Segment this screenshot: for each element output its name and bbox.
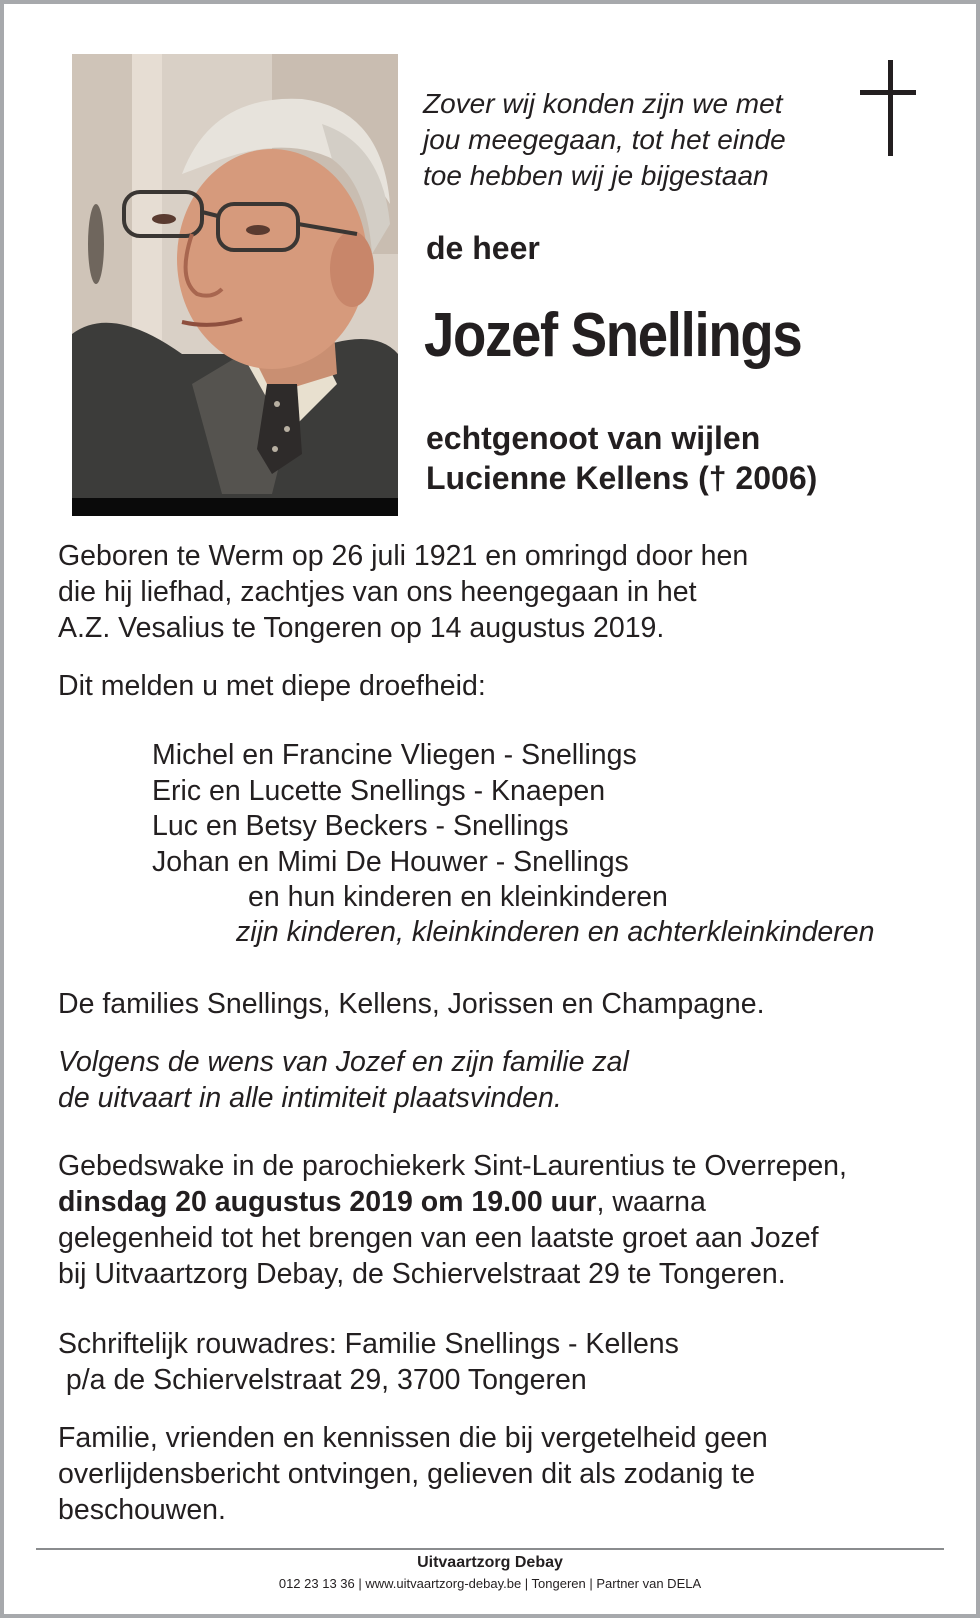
paragraph-line: bij Uitvaartzorg Debay, de Schiervelstraat 29 te Tongeren. [58, 1258, 786, 1290]
descendants-line: zijn kinderen, kleinkinderen en achterkleinkinderen [236, 916, 875, 948]
notice-paragraph [58, 1420, 768, 1528]
grandchildren-line: en hun kinderen en kleinkinderen [248, 881, 668, 913]
quote-line: jou meegegaan, tot het einde [423, 124, 786, 155]
funeral-home-name: Uitvaartzorg Debay [417, 1554, 563, 1571]
announcement-line: Dit melden u met diepe droefheid: [58, 670, 486, 702]
children-list [152, 738, 637, 880]
paragraph-line: Geboren te Werm op 26 juli 1921 en omringd door hen [58, 540, 749, 572]
cross-icon [860, 60, 924, 165]
opening-quote [423, 86, 786, 194]
paragraph-line [58, 1184, 847, 1220]
portrait-photo [72, 54, 398, 516]
paragraph-line: Familie, vrienden en kennissen die bij vergetelheid geen [58, 1422, 768, 1454]
paragraph-line: beschouwen. [58, 1494, 226, 1526]
paragraph-line: de uitvaart in alle intimiteit plaatsvinden. [58, 1082, 562, 1114]
spouse-line: Lucienne Kellens († 2006) [426, 460, 818, 496]
quote-line: Zover wij konden zijn we met [423, 88, 783, 119]
birth-death-paragraph [58, 538, 748, 646]
spouse-line: echtgenoot van wijlen [426, 420, 761, 456]
paragraph-line: gelegenheid tot het brengen van een laatste groet aan Jozef [58, 1222, 819, 1254]
paragraph-line: Schriftelijk rouwadres: Familie Snellings - Kellens [58, 1328, 679, 1360]
paragraph-line: p/a de Schiervelstraat 29, 3700 Tongeren [58, 1364, 587, 1396]
portrait-illustration [72, 54, 398, 516]
prayer-vigil-paragraph [58, 1148, 847, 1292]
paragraph-line: Gebedswake in de parochiekerk Sint-Laurentius te Overrepen, [58, 1150, 847, 1182]
paragraph-line: die hij liefhad, zachtjes van ons heengegaan in het [58, 576, 697, 608]
families-line: De families Snellings, Kellens, Jorissen en Champagne. [58, 988, 765, 1020]
deceased-name: Jozef Snellings [424, 301, 802, 370]
wish-paragraph [58, 1044, 629, 1116]
list-item: Johan en Mimi De Houwer - Snellings [152, 845, 629, 878]
spouse-info [426, 418, 817, 498]
paragraph-line: Volgens de wens van Jozef en zijn familie zal [58, 1046, 629, 1078]
list-item: Michel en Francine Vliegen - Snellings [152, 739, 637, 771]
paragraph-line-rest: , waarna [596, 1186, 706, 1218]
vigil-date: dinsdag 20 augustus 2019 om 19.00 uur [58, 1186, 597, 1218]
paragraph-line: overlijdensbericht ontvingen, gelieven dit als zodanig te [58, 1458, 756, 1490]
quote-line: toe hebben wij je bijgestaan [423, 160, 769, 191]
mourning-address [58, 1326, 679, 1398]
list-item: Eric en Lucette Snellings - Knaepen [152, 774, 606, 807]
paragraph-line: A.Z. Vesalius te Tongeren op 14 augustus 2019. [58, 612, 665, 644]
honorific: de heer [426, 230, 540, 266]
list-item: Luc en Betsy Beckers - Snellings [152, 810, 569, 842]
footer-divider [36, 1548, 944, 1550]
funeral-home-contact: 012 23 13 36 | www.uitvaartzorg-debay.be | Tongeren | Partner van DELA [278, 1576, 702, 1591]
